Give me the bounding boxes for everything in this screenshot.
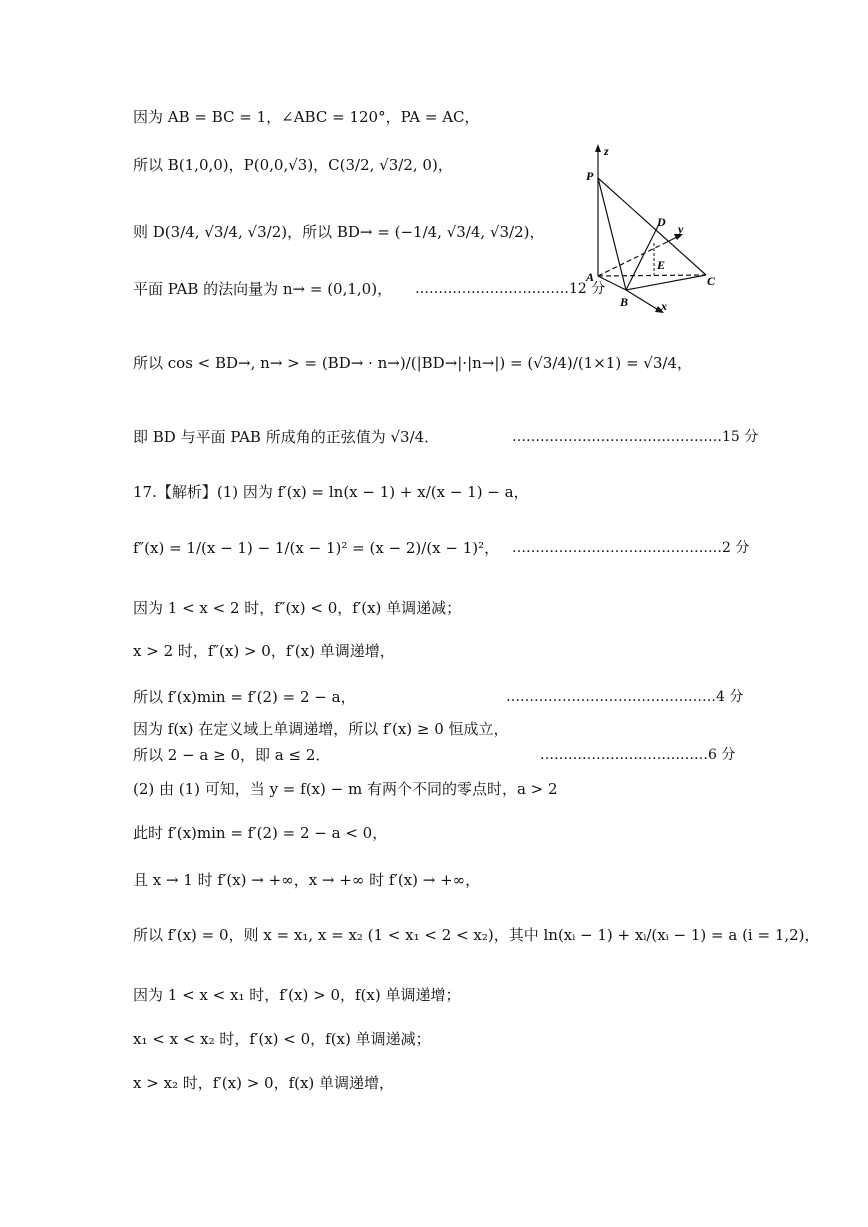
- text-line-12: 因为 f(x) 在定义域上单调递增，所以 f′(x) ≥ 0 恒成立，: [133, 720, 509, 738]
- text-line-4: 平面 PAB 的法向量为 n→ = (0,1,0)，: [133, 280, 393, 298]
- text-line-18: 因为 1 < x < x₁ 时，f′(x) > 0，f(x) 单调递增；: [133, 986, 461, 1004]
- text-line-6: 即 BD 与平面 PAB 所成角的正弦值为 √3/4．: [133, 428, 440, 446]
- label-B: B: [620, 295, 629, 309]
- label-E: E: [657, 258, 666, 272]
- edge-AC-dashed: [598, 275, 706, 276]
- edge-PC: [598, 178, 706, 275]
- y-axis-dashed: [598, 244, 666, 276]
- text-line-19: x₁ < x < x₂ 时，f′(x) < 0，f(x) 单调递减；: [133, 1030, 431, 1048]
- label-D: D: [657, 215, 666, 229]
- text-line-17: 所以 f′(x) = 0，则 x = x₁, x = x₂ (1 < x₁ < 2 < x₂)，其中 ln(xᵢ − 1) + xᵢ/(xᵢ − 1) = a (i = 1,2)，: [133, 926, 820, 944]
- edge-BD: [626, 226, 658, 290]
- x-axis: [626, 290, 660, 311]
- text-line-9: 因为 1 < x < 2 时，f″(x) < 0，f′(x) 单调递减；: [133, 599, 462, 617]
- edge-PB: [598, 178, 626, 290]
- score-12: ……………………………12 分: [415, 281, 606, 297]
- text-line-8: f″(x) = 1/(x − 1) − 1/(x − 1)² = (x − 2)/(x − 1)²，: [133, 539, 500, 557]
- edge-BC: [626, 275, 706, 290]
- score-2: ………………………………………2 分: [512, 540, 750, 556]
- text-line-16: 且 x → 1 时 f′(x) → +∞，x → +∞ 时 f′(x) → +∞，: [133, 871, 481, 889]
- label-P: P: [586, 169, 594, 183]
- text-line-5: 所以 cos < BD→, n→ > = (BD→ · n→)/(|BD→|·|n→|) = (√3/4)/(1×1) = √3/4，: [133, 354, 692, 372]
- text-line-15: 此时 f′(x)min = f′(2) = 2 − a < 0，: [133, 824, 388, 842]
- label-z: z: [604, 144, 609, 158]
- score-6: ………………………………6 分: [540, 747, 736, 763]
- text-line-1: 因为 AB = BC = 1，∠ABC = 120°，PA = AC，: [133, 108, 480, 126]
- score-15: ………………………………………15 分: [512, 429, 759, 445]
- label-C: C: [707, 274, 716, 288]
- text-line-3: 则 D(3/4, √3/4, √3/2)，所以 BD→ = (−1/4, √3/4, √3/2)，: [133, 223, 545, 241]
- label-x: x: [661, 299, 667, 313]
- text-line-10: x > 2 时，f″(x) > 0，f′(x) 单调递增，: [133, 642, 395, 660]
- edge-AB: [598, 276, 626, 290]
- label-A: A: [586, 270, 595, 284]
- text-line-20: x > x₂ 时，f′(x) > 0，f(x) 单调递增，: [133, 1074, 395, 1092]
- z-axis-arrow: [595, 144, 601, 152]
- score-4: ………………………………………4 分: [506, 689, 744, 705]
- text-line-13: 所以 2 − a ≥ 0，即 a ≤ 2．: [133, 746, 331, 764]
- geometry-figure: [578, 140, 728, 320]
- label-y: y: [678, 222, 684, 236]
- text-line-7: 17.【解析】(1) 因为 f′(x) = ln(x − 1) + x/(x − 1) − a，: [133, 483, 529, 501]
- text-line-11: 所以 f′(x)min = f′(2) = 2 − a，: [133, 688, 356, 706]
- text-line-14: (2) 由 (1) 可知，当 y = f(x) − m 有两个不同的零点时，a > 2: [133, 780, 558, 798]
- text-line-2: 所以 B(1,0,0)，P(0,0,√3)，C(3/2, √3/2, 0)，: [133, 156, 453, 174]
